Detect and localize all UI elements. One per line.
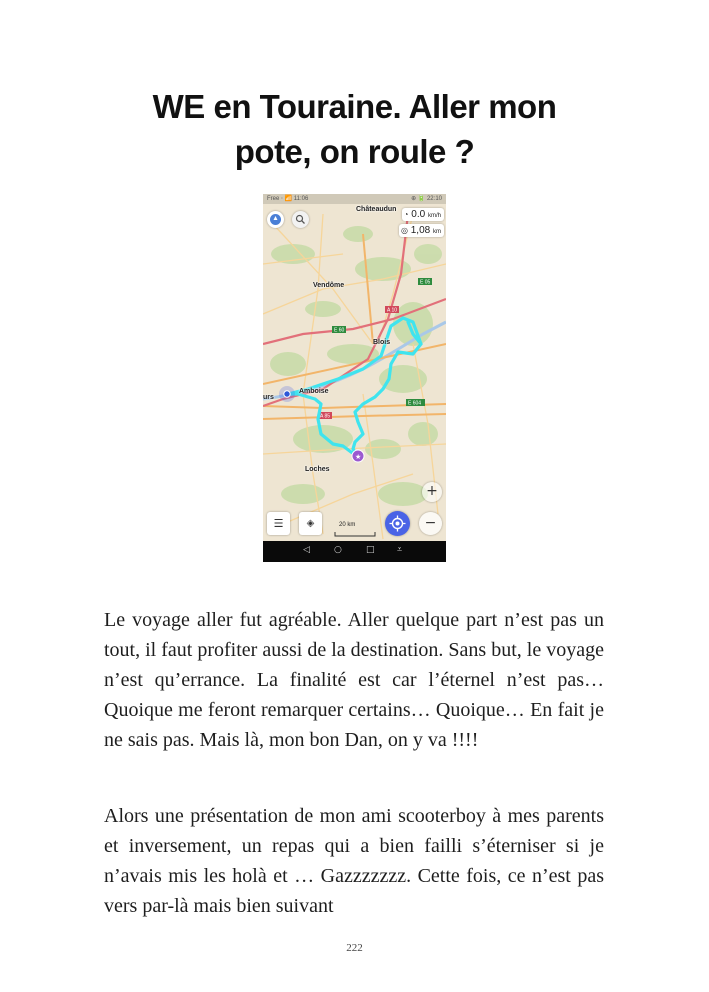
status-bar-left: Free ⋅ 📶 11:06: [267, 196, 309, 202]
page-number: 222: [346, 942, 363, 954]
map-canvas: [263, 194, 446, 562]
target-icon: ◎: [400, 226, 408, 235]
road-label-e60: E 60: [334, 327, 345, 334]
zoom-out-button[interactable]: [419, 512, 442, 535]
page-title: [100, 84, 609, 174]
title-line-1: WE en Touraine. Aller mon: [152, 88, 557, 125]
notifications-icon[interactable]: ⩡: [397, 545, 403, 555]
speedometer-icon: ◔: [403, 210, 409, 219]
menu-button[interactable]: [267, 512, 290, 535]
status-bar-right: ⊕ 🔋 22:10: [411, 196, 442, 202]
speed-widget: [402, 208, 444, 221]
distance-value: 1,08: [410, 225, 431, 236]
locate-icon: [385, 511, 410, 536]
svg-text:★: ★: [355, 453, 362, 461]
title-line-2: pote, on roule ?: [234, 133, 475, 170]
search-icon: [292, 211, 309, 228]
locate-button[interactable]: [385, 511, 410, 536]
paragraph-1: Le voyage aller fut agréable. Aller quelque part n’est pas un tout, il faut profiter aussi de la destination. Sans but, le voyage n’est qu’errance. La finalité est car l’éternel n’est pas… Quoique me feront remarquer certains… Quoique… En fait je ne sais pas. Mais là, mon bon Dan, on y va !!!!: [104, 609, 604, 751]
road-label-a85: A 85: [320, 413, 331, 420]
menu-icon: ☰: [273, 517, 284, 530]
zoom-in-button[interactable]: [422, 482, 442, 502]
distance-unit: km: [433, 229, 441, 235]
road-label-a10: A 10: [387, 307, 398, 314]
paragraph-2: Alors une présentation de mon ami scooterboy à mes parents et inversement, un repas qui a bien failli s’éterniser si je n’avais mis les holà et … Gazzzzzzz. Cette fois, ce n’est pas vers par-là mais bien suivant: [104, 805, 604, 917]
status-bar: [263, 194, 446, 204]
city-chateaudun: Châteaudun: [356, 206, 397, 213]
road-label-e604: E 604: [408, 400, 422, 407]
city-vendome: Vendôme: [313, 282, 345, 289]
road-label-e05: E 05: [420, 279, 431, 286]
navigate-button[interactable]: [299, 512, 322, 535]
city-tours: urs: [263, 394, 274, 401]
zoom-in-icon: +: [426, 483, 438, 499]
zoom-out-icon: −: [424, 515, 437, 531]
speed-value: 0.0: [411, 209, 426, 220]
city-loches: Loches: [305, 466, 330, 473]
android-nav-bar: [263, 541, 446, 562]
home-icon[interactable]: ○: [334, 545, 342, 555]
back-icon[interactable]: ◁: [303, 545, 310, 555]
recents-icon[interactable]: □: [366, 545, 375, 555]
distance-widget: [399, 224, 444, 237]
search-button[interactable]: [292, 211, 309, 228]
scale-label: 20 km: [339, 522, 356, 528]
speed-unit: km/h: [427, 213, 441, 219]
navigate-icon: ◈: [306, 518, 315, 529]
compass-button[interactable]: [267, 211, 284, 228]
compass-icon: [267, 211, 284, 228]
map-screenshot: [263, 194, 446, 562]
city-amboise: Amboise: [299, 388, 329, 395]
city-blois: Blois: [373, 339, 391, 346]
